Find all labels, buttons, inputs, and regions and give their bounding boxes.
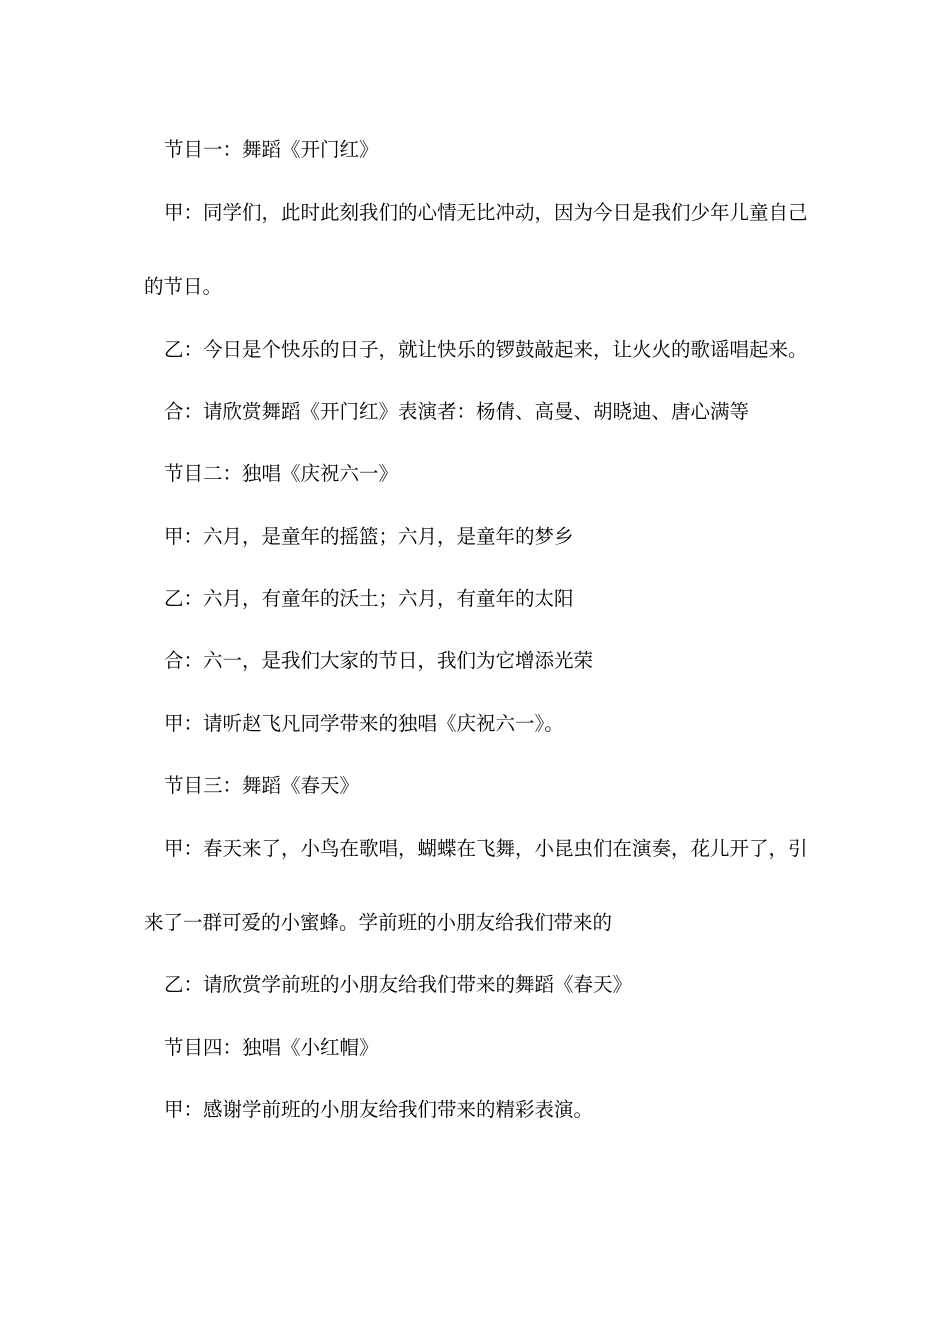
dialogue-line: 乙：今日是个快乐的日子，就让快乐的锣鼓敲起来，让火火的歌谣唱起来。 — [164, 338, 808, 361]
dialogue-line: 甲：请听赵飞凡同学带来的独唱《庆祝六一》。 — [164, 712, 564, 735]
dialogue-line: 乙：请欣赏学前班的小朋友给我们带来的舞蹈《春天》 — [164, 973, 633, 996]
dialogue-line: 甲：春天来了，小鸟在歌唱，蝴蝶在飞舞，小昆虫们在演奏，花儿开了，引 — [164, 837, 808, 860]
dialogue-line: 合：六一，是我们大家的节日，我们为它增添光荣 — [164, 649, 594, 672]
dialogue-line-continued: 的节日。 — [144, 275, 223, 298]
program-1-title: 节目一：舞蹈《开门红》 — [164, 138, 379, 161]
program-2-title: 节目二：独唱《庆祝六一》 — [164, 462, 399, 485]
dialogue-line-continued: 来了一群可爱的小蜜蜂。学前班的小朋友给我们带来的 — [144, 911, 613, 934]
dialogue-line: 合：请欣赏舞蹈《开门红》表演者：杨倩、高曼、胡晓迪、唐心满等 — [164, 400, 750, 423]
dialogue-line: 甲：感谢学前班的小朋友给我们带来的精彩表演。 — [164, 1098, 594, 1121]
dialogue-line: 甲：同学们，此时此刻我们的心情无比冲动，因为今日是我们少年儿童自己 — [164, 201, 808, 224]
program-4-title: 节目四：独唱《小红帽》 — [164, 1036, 379, 1059]
dialogue-line: 乙：六月，有童年的沃土；六月，有童年的太阳 — [164, 587, 574, 610]
program-3-title: 节目三：舞蹈《春天》 — [164, 774, 360, 797]
dialogue-line: 甲：六月，是童年的摇篮；六月，是童年的梦乡 — [164, 525, 574, 548]
